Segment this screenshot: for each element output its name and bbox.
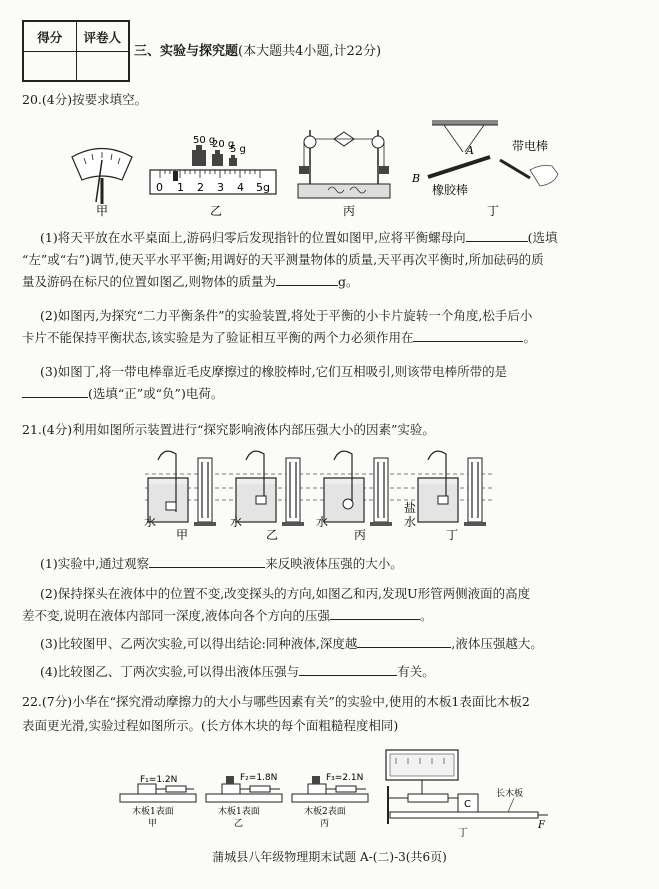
q21-p1-b: 来反映液体压强的大小。 [265, 556, 403, 571]
q20-part2-cont [22, 328, 642, 348]
score-box [22, 20, 130, 82]
q22-points: (7分) [41, 694, 73, 709]
q20-p2-b: 卡片不能保持平衡状态,该实验是为了验证相互平衡的两个力必须作用在 [22, 330, 414, 345]
q20-part2: (2)如图丙,为探究“二力平衡条件”的实验装置,将处于平衡的小卡片旋转一个角度,松手后小 [40, 308, 533, 323]
ruler-tick-3: 3 [217, 181, 224, 194]
q20-part3-cont [22, 384, 642, 404]
q21-points: (4分) [41, 422, 73, 437]
score-input-cell[interactable] [24, 52, 77, 81]
q20-blank-2[interactable] [276, 272, 338, 286]
weight-50g: 50 g [193, 135, 216, 146]
liquid-label-bing: 水 [316, 515, 329, 529]
beaker-jia [148, 451, 216, 526]
force-f3: F₃=2.1N [326, 773, 364, 783]
force-f2: F₂=1.8N [240, 773, 278, 783]
q22-fig-label-jia: 甲 [148, 819, 158, 829]
force-f: F [538, 820, 545, 831]
q22-number: 22. [22, 694, 42, 709]
fig-force-balance [298, 130, 390, 198]
beaker-ding [418, 451, 486, 526]
point-b: B [412, 172, 421, 185]
fig-balance-pointer [72, 149, 132, 205]
q21-part4 [40, 662, 640, 682]
score-label: 得分 [24, 22, 77, 51]
ruler-tick-4: 4 [237, 181, 244, 194]
q20-p1-d: 量及游码在标尺的位置如图乙,则物体的质量为 [22, 274, 276, 289]
charged-rod-label: 带电棒 [512, 139, 549, 153]
q21-blank-3[interactable] [357, 634, 451, 648]
section-title [134, 40, 381, 59]
q20-figures [60, 112, 620, 217]
q20-blank-1[interactable] [466, 228, 528, 242]
q21-p3-b: ,液体压强越大。 [451, 636, 543, 651]
q20-fig-label-jia: 甲 [96, 204, 109, 217]
q20-prompt: 按要求填空。 [72, 92, 148, 107]
q20-part1-cont: “左”或“右”)调节,使天平水平平衡;用调好的天平测量物体的质量,天平再次平衡时,所加砝码的质 [22, 252, 544, 267]
q21-p2-b: 差不变,说明在液体内部同一深度,液体向各个方向的压强 [22, 608, 330, 623]
friction-fig-ding [386, 750, 548, 838]
q22-line2: 表面更光滑,实验过程如图所示。(长方体木块的每个面粗糙程度相同) [22, 718, 399, 733]
q21-part2-cont [22, 606, 642, 626]
board-label-jia: 木板1表面 [132, 807, 174, 817]
q20-number: 20. [22, 92, 42, 107]
q20-part1 [40, 228, 640, 248]
q20-header [22, 90, 147, 110]
friction-fig-yi [206, 773, 282, 829]
q21-fig-label-ding: 丁 [446, 528, 459, 540]
q21-number: 21. [22, 422, 42, 437]
q21-fig-label-jia: 甲 [176, 528, 189, 540]
q20-p1-b: (选填 [527, 230, 558, 245]
q20-blank-4[interactable] [22, 384, 88, 398]
q22-figures [118, 746, 548, 838]
q20-fig-label-yi: 乙 [210, 204, 223, 217]
friction-fig-bing [292, 773, 368, 829]
q20-p1-a: (1)将天平放在水平桌面上,游码归零后发现指针的位置如图甲,应将平衡螺母向 [40, 230, 466, 245]
liquid-label-ding-2: 水 [404, 515, 417, 529]
q20-p1-e: g。 [337, 274, 359, 289]
q22-fig-label-bing: 丙 [320, 819, 330, 829]
q21-p1-a: (1)实验中,通过观察 [40, 556, 150, 571]
q21-blank-4[interactable] [299, 662, 397, 676]
q21-fig-label-bing: 丙 [354, 528, 367, 540]
liquid-label-yi: 水 [230, 515, 243, 529]
fig-weights-ruler [150, 135, 276, 194]
ruler-tick-0: 0 [156, 181, 163, 194]
q22-fig-label-yi: 乙 [234, 819, 244, 829]
q21-figures [140, 440, 500, 540]
q22-p1: 小华在“探究滑动摩擦力的大小与哪些因素有关”的实验中,使用的木板1表面比木板2 [72, 694, 530, 709]
q20-part1-end [22, 272, 642, 292]
weight-5g: 5 g [230, 144, 246, 155]
liquid-label-ding-1: 盐 [404, 501, 417, 515]
section-title-normal: (本大题共4小题,计22分) [238, 44, 382, 59]
q20-fig-label-bing: 丙 [343, 204, 356, 217]
beaker-yi [236, 451, 304, 526]
q21-fig-label-yi: 乙 [266, 528, 279, 540]
ruler-tick-5: 5g [256, 181, 270, 194]
q20-p3-b: (选填“正”或“负”)电荷。 [88, 386, 224, 401]
q20-part3: (3)如图丁,将一带电棒靠近毛皮摩擦过的橡胶棒时,它们互相吸引,则该带电棒所带的是 [40, 364, 508, 379]
board-label-yi: 木板1表面 [218, 807, 260, 817]
q21-p4-b: 有关。 [397, 664, 435, 679]
block-c: C [464, 799, 471, 810]
q21-p4-a: (4)比较图乙、丁两次实验,可以得出液体压强与 [40, 664, 300, 679]
section-title-bold: 三、实验与探究题 [134, 44, 239, 59]
q21-p2-c: 。 [419, 608, 433, 623]
q20-points: (4分) [41, 92, 73, 107]
liquid-label-jia: 水 [144, 515, 157, 529]
grader-input-cell[interactable] [77, 52, 129, 81]
rubber-rod-label: 橡胶棒 [432, 183, 469, 197]
long-board-label: 长木板 [496, 789, 524, 799]
q21-part2: (2)保持探头在液体中的位置不变,改变探头的方向,如图乙和丙,发现U形管两侧液面的高度 [40, 586, 531, 601]
q21-header [22, 420, 435, 440]
friction-fig-jia [120, 775, 196, 829]
grader-label: 评卷人 [83, 29, 121, 45]
q20-blank-3[interactable] [413, 328, 523, 342]
q21-prompt: 利用如图所示装置进行“探究影响液体内部压强大小的因素”实验。 [72, 422, 435, 437]
q22-fig-label-ding: 丁 [458, 828, 468, 838]
q21-blank-1[interactable] [149, 554, 265, 568]
q20-p2-c: 。 [523, 330, 536, 345]
ruler-tick-2: 2 [197, 181, 204, 194]
weight-20g: 20 g [212, 139, 235, 150]
q21-part3 [40, 634, 640, 654]
ruler-tick-1: 1 [177, 181, 184, 194]
q20-fig-label-ding: 丁 [487, 204, 500, 217]
beaker-bing [324, 451, 392, 526]
q22-line1 [22, 692, 652, 712]
page-footer: 蒲城县八年级物理期末试题 A-(二)-3(共6页) [212, 850, 447, 864]
fig-charged-rod [411, 120, 558, 197]
q21-p3-a: (3)比较图甲、乙两次实验,可以得出结论:同种液体,深度越 [40, 636, 358, 651]
q21-part1 [40, 554, 640, 574]
point-a: A [466, 144, 474, 157]
board-label-bing: 木板2表面 [304, 807, 346, 817]
force-f1: F₁=1.2N [140, 775, 178, 785]
q21-blank-2[interactable] [330, 606, 420, 620]
